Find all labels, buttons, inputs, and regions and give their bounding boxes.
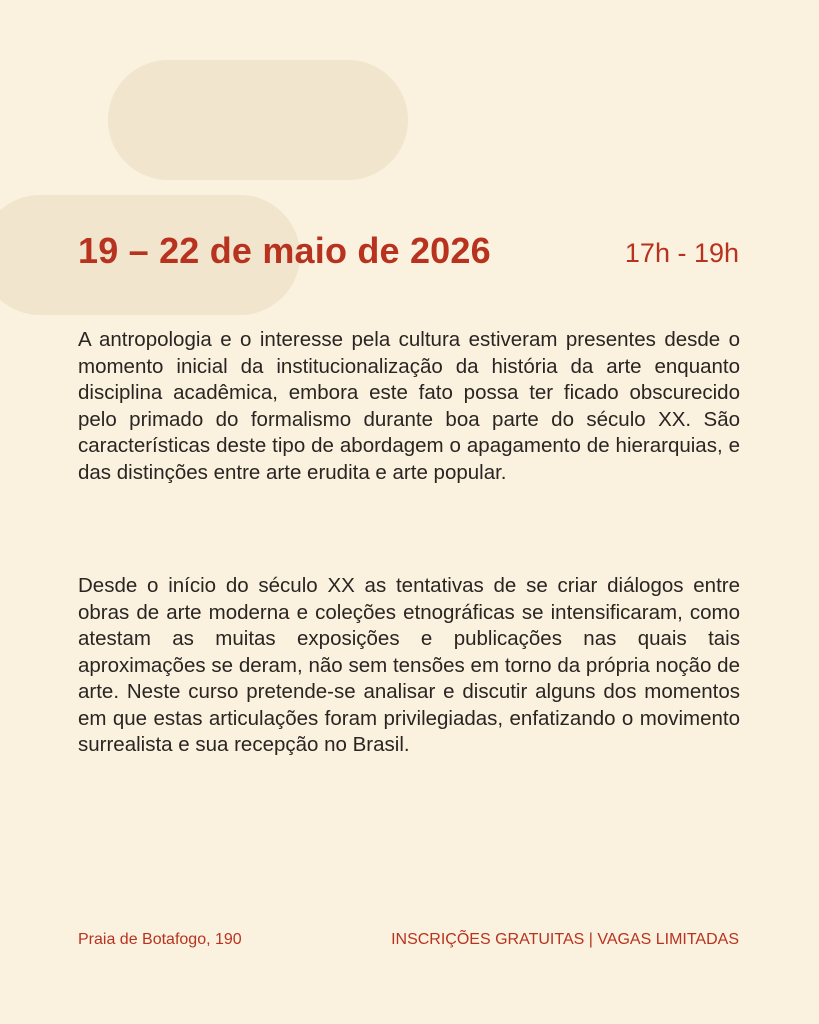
event-time: 17h - 19h [624, 238, 739, 268]
address-text: Praia de Botafogo, 190 [78, 931, 242, 948]
registration-info: INSCRIÇÕES GRATUITAS | VAGAS LIMITADAS [391, 931, 739, 948]
description-paragraph-2: Desde o início do século XX as tentativas de se criar diálogos entre obras de arte moderna e coleções etnográficas se intensificaram, como atestam as muitas exposições e publicações nas quais tais aproximações se deram, não sem tensões em torno da própria noção de arte. Neste curso pretende-se analisar e discutir alguns dos momentos em que estas articulações foram privilegiadas, enfatizando o movimento surrealista e sua recepção no Brasil. [78, 574, 740, 756]
description-paragraph-1: A antropologia e o interesse pela cultura estiveram presentes desde o momento inicial da institucionalização da história da arte enquanto disciplina acadêmica, embora este fato possa ter ficado obscurecido pelo primado do formalismo durante boa parte do século XX. São características deste tipo de abordagem o apagamento de hierarquias, e das distinções entre arte erudita e arte popular. [78, 328, 740, 484]
decorative-pill-top [108, 60, 408, 180]
event-date: 19 – 22 de maio de 2026 [78, 230, 491, 271]
